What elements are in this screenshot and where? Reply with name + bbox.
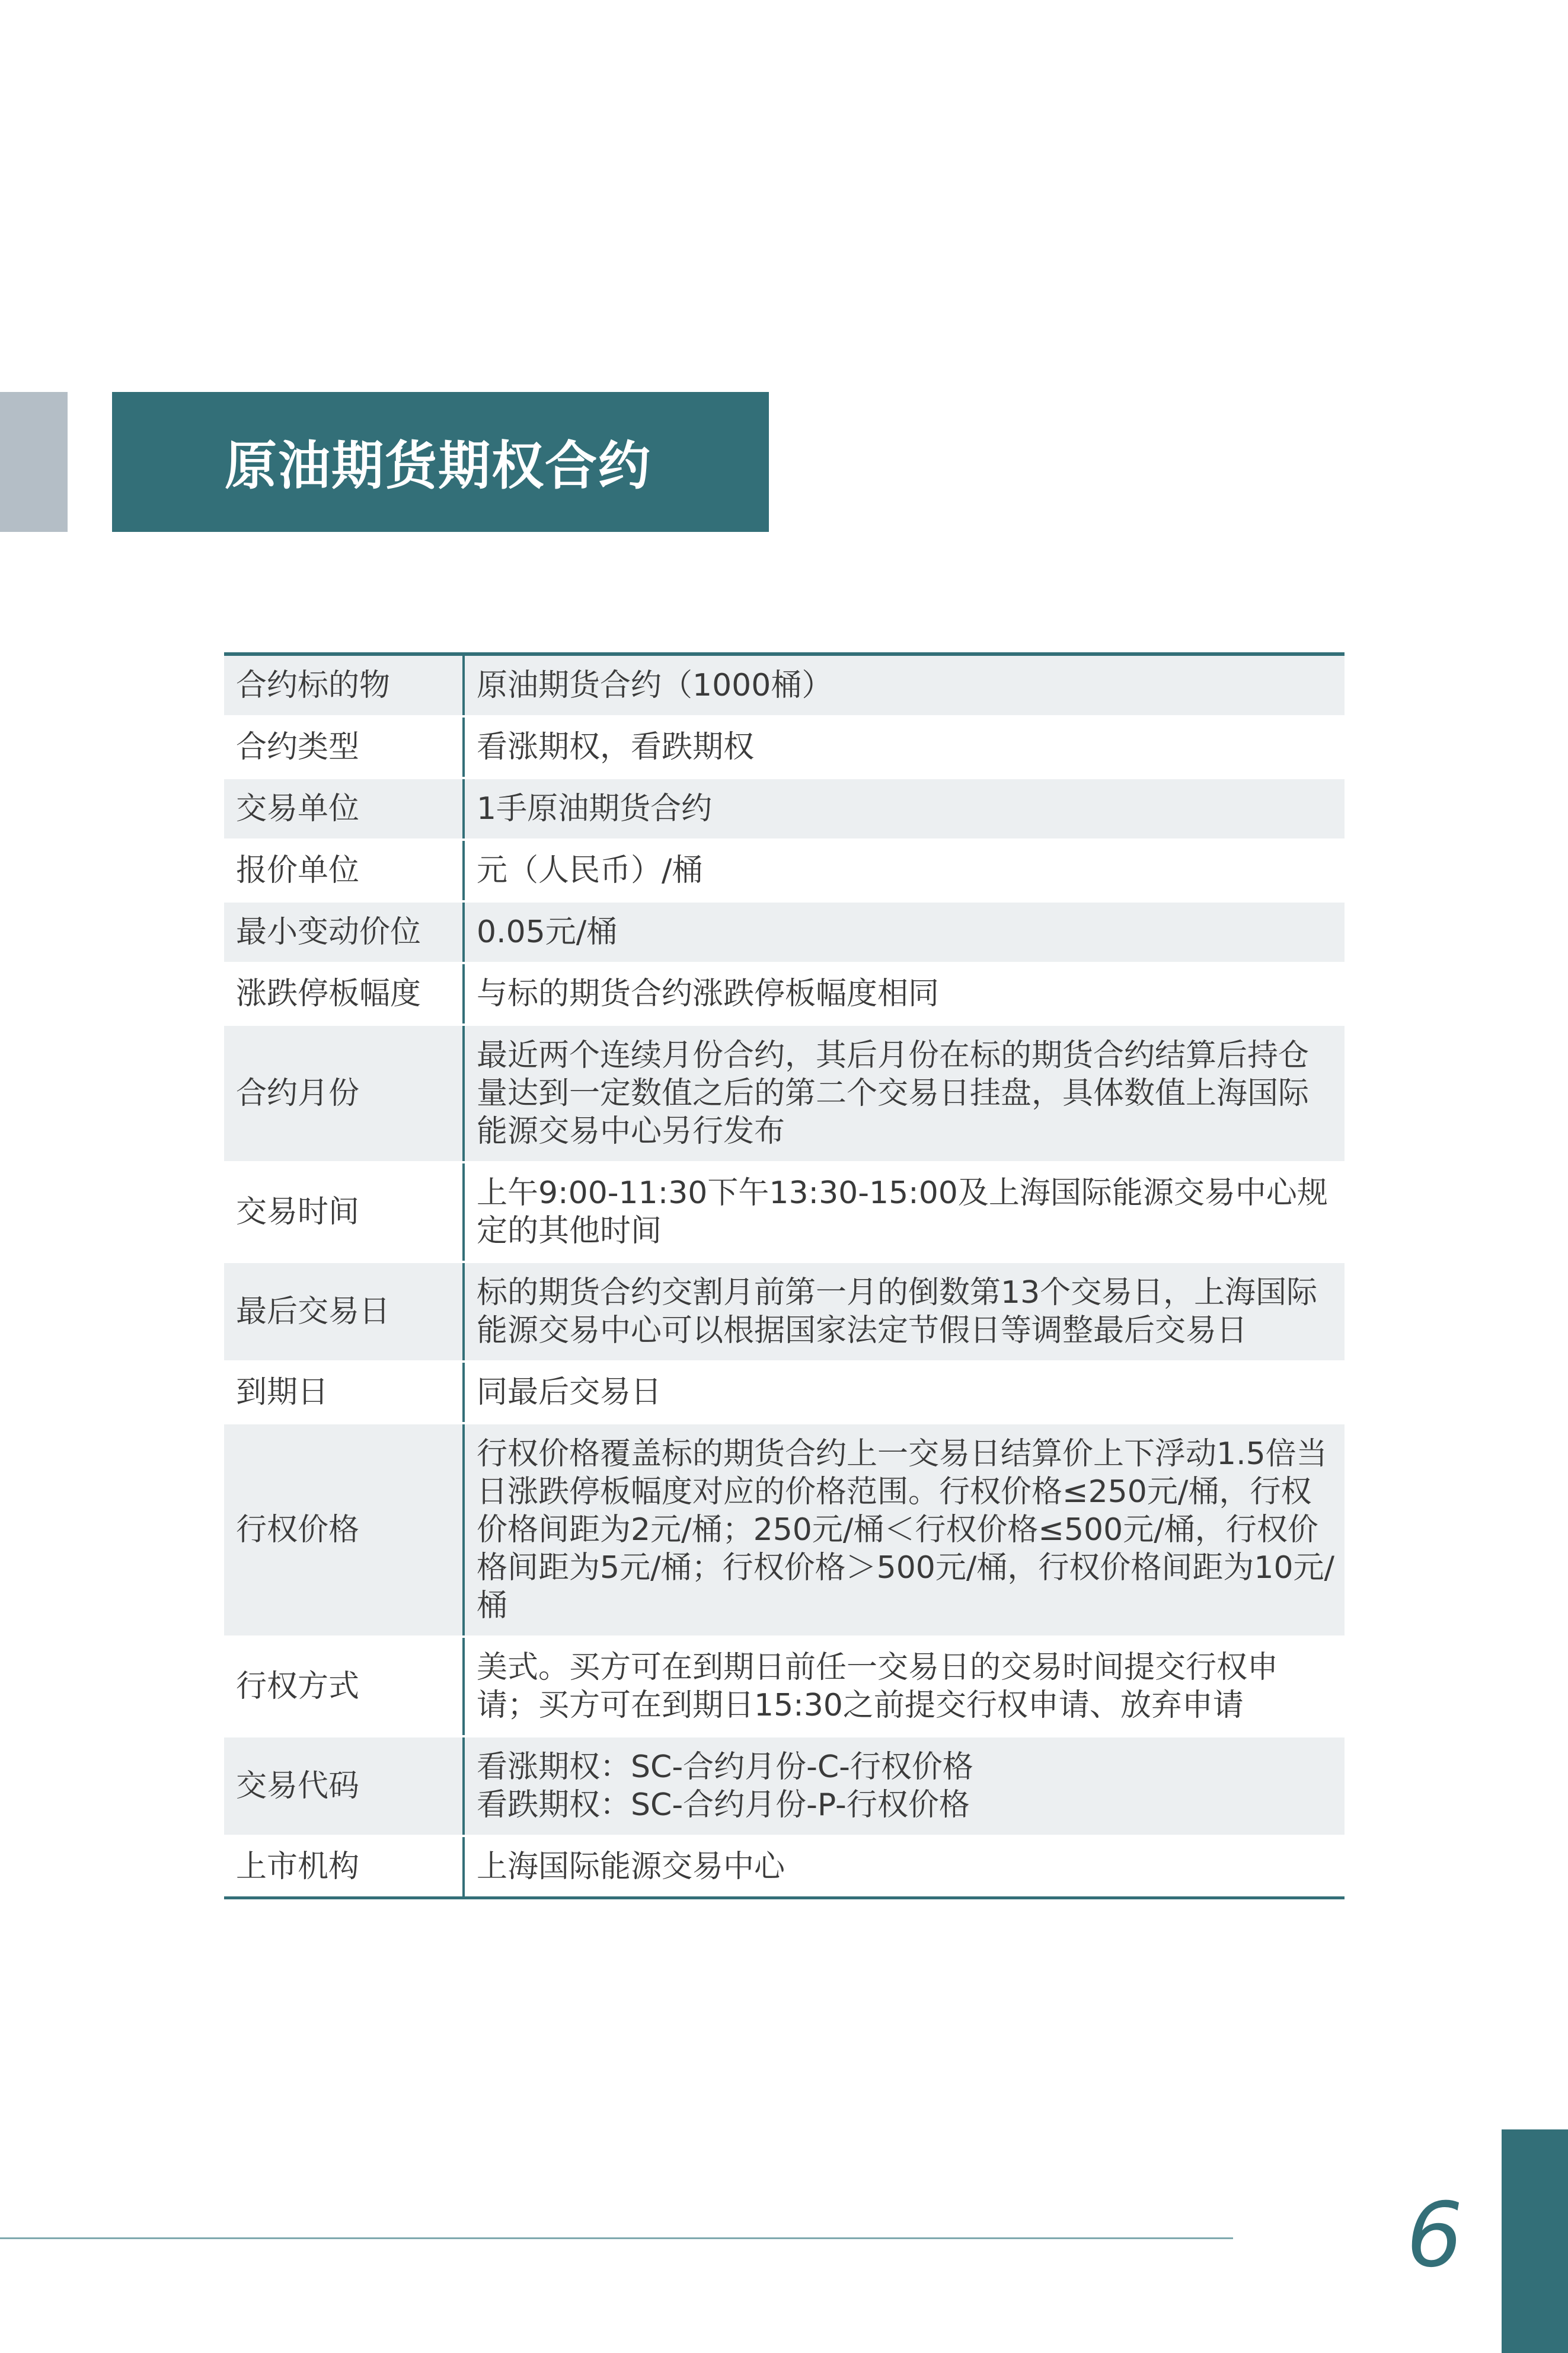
row-value: 上海国际能源交易中心 [477, 1849, 785, 1885]
row-label: 合约标的物 [224, 656, 465, 715]
row-label: 交易代码 [224, 1737, 465, 1835]
page-number: 6 [1406, 2184, 1463, 2287]
row-label: 最后交易日 [224, 1263, 465, 1360]
table-row [224, 1360, 1345, 1422]
table-row [224, 1261, 1345, 1360]
row-label: 上市机构 [224, 1837, 465, 1896]
table-row [224, 656, 1345, 715]
row-value: 最近两个连续月份合约，其后月份在标的期货合约结算后持仓量达到一定数值之后的第二个交易日挂盘，具体数值上海国际能源交易中心另行发布 [477, 1038, 1310, 1149]
row-label: 到期日 [224, 1363, 465, 1422]
row-value: 原油期货合约（1000桶） [477, 668, 833, 703]
row-value: 元（人民币）/桶 [477, 853, 703, 888]
row-label: 行权方式 [224, 1638, 465, 1735]
row-label: 合约月份 [224, 1026, 465, 1161]
table-row [224, 838, 1345, 900]
row-value: 行权价格覆盖标的期货合约上一交易日结算价上下浮动1.5倍当日涨跌停板幅度对应的价格范围。行权价格≤250元/桶，行权价格间距为2元/桶；250元/桶＜行权价格≤500元/桶，行权价格间距为5元/桶；行权价格＞500元/桶，行权价格间距为10元/桶 [477, 1436, 1335, 1624]
table-row [224, 1635, 1345, 1735]
corner-bar [1502, 2129, 1568, 2353]
table-row [224, 1161, 1345, 1261]
row-value: 上午9:00-11:30下午13:30-15:00及上海国际能源交易中心规定的其他时间 [477, 1175, 1328, 1249]
table-row [224, 962, 1345, 1024]
row-value: 1手原油期货合约 [477, 791, 713, 827]
row-label: 行权价格 [224, 1424, 465, 1635]
row-value: 标的期货合约交割月前第一月的倒数第13个交易日，上海国际能源交易中心可以根据国家法定节假日等调整最后交易日 [477, 1275, 1318, 1348]
table-row [224, 715, 1345, 777]
table-row [224, 1835, 1345, 1896]
row-value: 看涨期权，看跌期权 [477, 729, 755, 765]
row-label: 涨跌停板幅度 [224, 964, 465, 1024]
row-value: 与标的期货合约涨跌停板幅度相同 [477, 976, 940, 1012]
row-label: 最小变动价位 [224, 903, 465, 962]
table-row [224, 1735, 1345, 1835]
table-row [224, 777, 1345, 838]
table-row [224, 1422, 1345, 1635]
side-tab [0, 392, 68, 532]
page-title: 原油期货期权合约 [225, 435, 652, 496]
row-value: 看涨期权：SC-合约月份-C-行权价格 看跌期权：SC-合约月份-P-行权价格 [477, 1749, 973, 1823]
row-label: 交易时间 [224, 1163, 465, 1261]
row-value: 同最后交易日 [477, 1375, 662, 1410]
title-banner [112, 392, 769, 532]
row-label: 报价单位 [224, 841, 465, 900]
row-value: 美式。买方可在到期日前任一交易日的交易时间提交行权申请；买方可在到期日15:30之前提交行权申请、放弃申请 [477, 1650, 1279, 1723]
row-label: 交易单位 [224, 779, 465, 838]
table-row [224, 1024, 1345, 1161]
row-value: 0.05元/桶 [477, 914, 618, 950]
row-label: 合约类型 [224, 718, 465, 777]
contract-spec-table [224, 652, 1345, 1899]
table-row [224, 900, 1345, 962]
footer-rule [0, 2237, 1233, 2239]
